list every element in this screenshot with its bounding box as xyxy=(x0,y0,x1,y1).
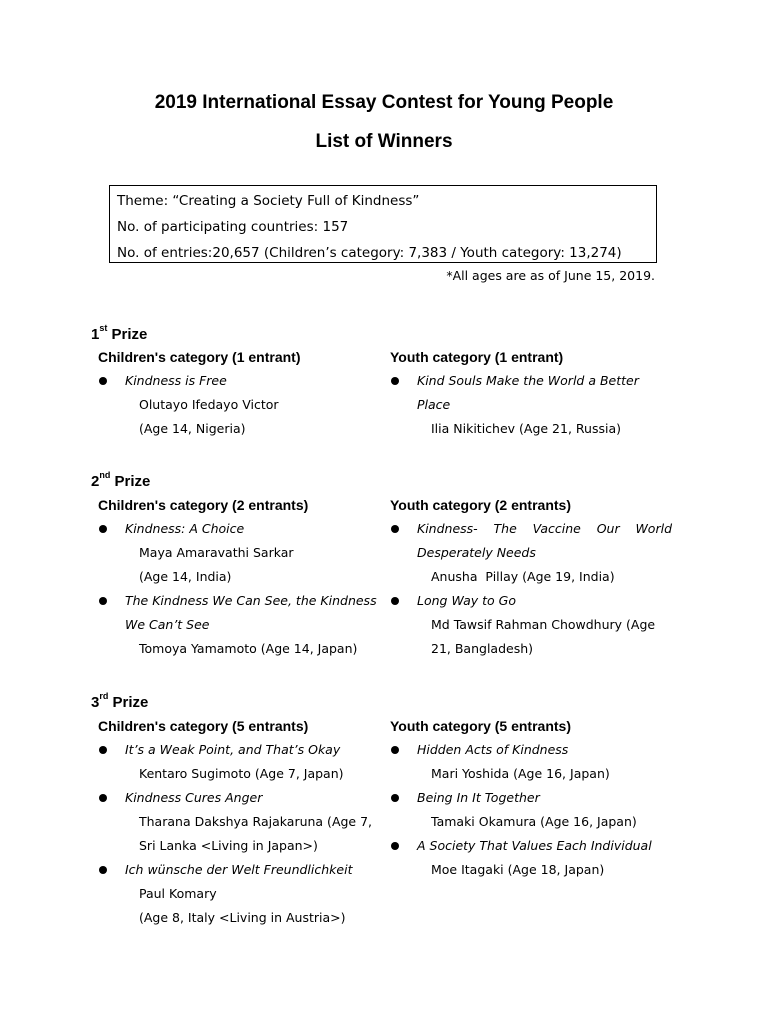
essay-title-continued: We Can’t See xyxy=(125,617,210,632)
prize-number: 2 xyxy=(91,473,100,490)
essay-title: Being In It Together xyxy=(417,790,540,805)
winner-entry xyxy=(390,517,672,589)
winner-name: Paul Komary xyxy=(139,886,217,901)
first-prize-youth xyxy=(390,345,672,441)
essay-title: It’s a Weak Point, and That’s Okay xyxy=(125,742,341,757)
second-prize-youth xyxy=(390,493,672,661)
essay-title-continued: Desperately Needs xyxy=(417,545,536,560)
winner-info: (Age 14, India) xyxy=(139,569,232,584)
winner-entry xyxy=(98,858,383,930)
essay-title: A Society That Values Each Individual xyxy=(417,838,652,853)
bullet-icon xyxy=(391,597,399,605)
winner-entry xyxy=(98,517,383,589)
prize-label: Prize xyxy=(111,326,148,343)
essay-title: Kindness- The Vaccine Our World xyxy=(417,521,672,536)
second-prize-children xyxy=(98,493,383,661)
first-prize-children xyxy=(98,345,383,441)
essay-title-continued: Place xyxy=(417,397,451,412)
winner-entry xyxy=(98,738,383,786)
bullet-icon xyxy=(391,794,399,802)
bullet-icon xyxy=(99,377,107,385)
winner-info: 21, Bangladesh) xyxy=(431,641,534,656)
prize-heading-2nd xyxy=(91,467,150,492)
essay-title: Long Way to Go xyxy=(417,593,517,608)
winner-name: Kentaro Sugimoto (Age 7, Japan) xyxy=(139,766,344,781)
essay-title: The Kindness We Can See, the Kindness xyxy=(125,593,377,608)
category-heading: Children's category (5 entrants) xyxy=(98,718,309,734)
prize-suffix: rd xyxy=(99,691,109,701)
category-heading: Youth category (5 entrants) xyxy=(390,718,571,734)
winner-entry xyxy=(390,786,672,834)
prize-heading-1st xyxy=(91,320,147,345)
essay-title: Kind Souls Make the World a Better xyxy=(417,373,639,388)
bullet-icon xyxy=(99,866,107,874)
winner-entry xyxy=(98,589,383,661)
prize-suffix: nd xyxy=(99,470,111,480)
bullet-icon xyxy=(391,377,399,385)
category-heading: Children's category (1 entrant) xyxy=(98,349,301,365)
winner-name: Tomoya Yamamoto (Age 14, Japan) xyxy=(139,641,358,656)
theme-text: Theme: “Creating a Society Full of Kindness” xyxy=(117,193,420,209)
essay-title: Kindness Cures Anger xyxy=(125,790,263,805)
bullet-icon xyxy=(391,525,399,533)
essay-title: Kindness: A Choice xyxy=(125,521,245,536)
prize-label: Prize xyxy=(114,473,151,490)
third-prize-youth xyxy=(390,714,672,882)
essay-title: Ich wünsche der Welt Freundlichkeit xyxy=(125,862,353,877)
winner-name: Mari Yoshida (Age 16, Japan) xyxy=(431,766,610,781)
category-heading: Youth category (1 entrant) xyxy=(390,349,564,365)
winner-name: Olutayo Ifedayo Victor xyxy=(139,397,279,412)
winner-name: Tharana Dakshya Rajakaruna (Age 7, xyxy=(139,814,373,829)
document-subtitle: List of Winners xyxy=(315,131,453,152)
winner-name: Md Tawsif Rahman Chowdhury (Age xyxy=(431,617,656,632)
winner-entry xyxy=(98,786,383,858)
prize-suffix: st xyxy=(99,323,108,333)
winner-entry xyxy=(390,738,672,786)
document-title: 2019 International Essay Contest for Young People xyxy=(154,92,614,113)
winner-name: Moe Itagaki (Age 18, Japan) xyxy=(431,862,605,877)
category-heading: Children's category (2 entrants) xyxy=(98,497,309,513)
bullet-icon xyxy=(99,597,107,605)
prize-number: 1 xyxy=(91,326,100,343)
essay-title: Kindness is Free xyxy=(125,373,227,388)
contest-info-box xyxy=(109,185,657,263)
winner-entry xyxy=(98,369,383,441)
prize-label: Prize xyxy=(112,694,149,711)
winner-info: Sri Lanka <Living in Japan>) xyxy=(139,838,318,853)
category-heading: Youth category (2 entrants) xyxy=(390,497,571,513)
bullet-icon xyxy=(391,842,399,850)
third-prize-children xyxy=(98,714,383,930)
winner-entry xyxy=(390,369,672,441)
entries-text: No. of entries:20,657 (Children’s category: 7,383 / Youth category: 13,274) xyxy=(117,245,622,261)
bullet-icon xyxy=(391,746,399,754)
prize-heading-3rd xyxy=(91,688,148,713)
winner-name: Maya Amaravathi Sarkar xyxy=(139,545,294,560)
winner-entry xyxy=(390,834,672,882)
winner-entry xyxy=(390,589,672,661)
winner-info: (Age 14, Nigeria) xyxy=(139,421,246,436)
countries-text: No. of participating countries: 157 xyxy=(117,219,349,235)
bullet-icon xyxy=(99,746,107,754)
winner-info: (Age 8, Italy <Living in Austria>) xyxy=(139,910,346,925)
winner-name: Anusha Pillay (Age 19, India) xyxy=(431,569,615,584)
prize-number: 3 xyxy=(91,694,100,711)
winner-name: Ilia Nikitichev (Age 21, Russia) xyxy=(431,421,621,436)
winner-name: Tamaki Okamura (Age 16, Japan) xyxy=(431,814,637,829)
age-note: *All ages are as of June 15, 2019. xyxy=(446,268,655,283)
essay-title: Hidden Acts of Kindness xyxy=(417,742,569,757)
bullet-icon xyxy=(99,794,107,802)
bullet-icon xyxy=(99,525,107,533)
